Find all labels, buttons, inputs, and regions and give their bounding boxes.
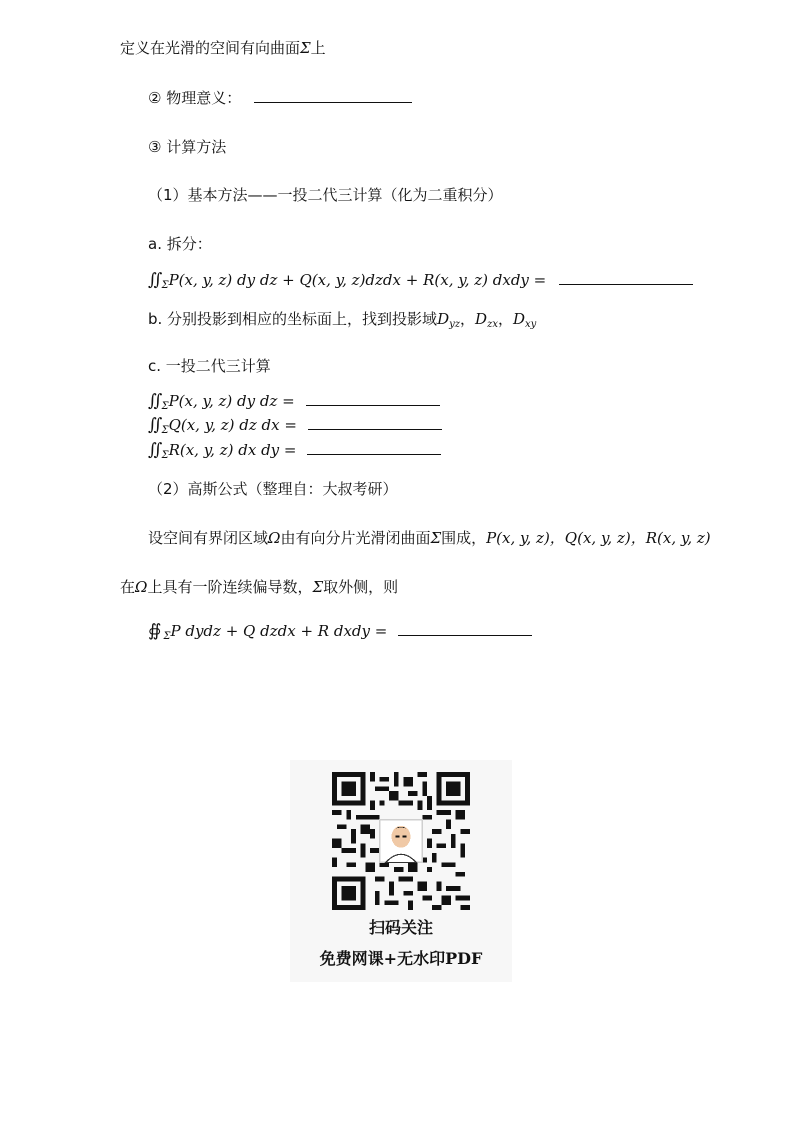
physical-meaning-label: ② 物理意义： <box>148 89 242 107</box>
step-c-formula-q: Q(x, y, z) dz dx = <box>168 416 297 434</box>
step-a-formula-text: P(x, y, z) dy dz + Q(x, y, z)dzdx + R(x, y, z) dxdy = <box>168 271 547 289</box>
sigma-symbol: Σ <box>300 39 311 57</box>
intro-tail: 上 <box>310 39 326 57</box>
closed-surface-integral-symbol: ∯ <box>148 621 162 641</box>
step-c-formula-1 <box>148 391 440 411</box>
step-a-blank <box>559 272 693 285</box>
qr-caption-follow: 扫码关注 <box>368 918 433 937</box>
calc-method-heading <box>148 137 226 157</box>
omega-symbol: Ω <box>135 578 148 596</box>
gauss-line2-text-2: 上具有一阶连续偏导数， <box>147 578 313 596</box>
double-integral-symbol: ∬ <box>148 440 156 460</box>
qr-card <box>290 760 512 982</box>
step-c-label: c. 一投二代三计算 <box>148 357 271 375</box>
omega-symbol: Ω <box>268 529 281 547</box>
gauss-text-3: 围成， <box>441 529 487 547</box>
step-c-formula-r: R(x, y, z) dx dy = <box>168 441 297 459</box>
gauss-functions: P(x, y, z)，Q(x, y, z)，R(x, y, z) <box>486 529 711 547</box>
qr-code-icon[interactable] <box>332 772 470 910</box>
gauss-formula <box>148 621 532 641</box>
integral-subscript: Σ <box>163 631 171 642</box>
sigma-symbol: Σ <box>430 529 442 547</box>
gauss-line-2 <box>120 577 398 597</box>
intro-line <box>120 38 326 58</box>
domain-d-yz-sub: yz <box>449 319 461 330</box>
integral-subscript: Σ <box>161 425 169 436</box>
intro-text: 定义在光滑的空间有向曲面 <box>120 39 301 57</box>
domain-d-xy-sub: xy <box>525 319 537 330</box>
step-c-blank-r <box>307 442 441 455</box>
step-c-formula-3 <box>148 440 441 460</box>
double-integral-symbol: ∬ <box>148 415 156 435</box>
step-a-formula <box>148 270 693 290</box>
double-integral-symbol: ∬ <box>148 270 156 290</box>
physical-meaning-line <box>148 88 412 108</box>
gauss-label: （2）高斯公式（整理自：大叔考研） <box>148 480 398 498</box>
calc-method-label: ③ 计算方法 <box>148 138 227 156</box>
step-b-line <box>148 309 536 329</box>
domain-d-zx-sub: zx <box>487 319 498 330</box>
step-a-label: a. 拆分： <box>148 235 212 253</box>
integral-subscript: Σ <box>161 280 169 291</box>
gauss-text-1: 设空间有界闭区域 <box>148 529 269 547</box>
separator: ， <box>460 310 476 328</box>
gauss-blank <box>398 623 532 636</box>
qr-caption-free-courses: 免费网课+无水印PDF <box>319 949 483 968</box>
step-c-formula-p: P(x, y, z) dy dz = <box>168 392 295 410</box>
step-c-blank-p <box>306 393 440 406</box>
basic-method-label: （1）基本方法——一投二代三计算（化为二重积分） <box>148 186 503 204</box>
separator: ， <box>497 310 513 328</box>
domain-d-yz: D <box>437 310 450 328</box>
step-a-heading <box>148 234 212 254</box>
double-integral-symbol: ∬ <box>148 391 156 411</box>
physical-meaning-blank <box>254 90 412 103</box>
step-c-blank-q <box>308 417 442 430</box>
integral-subscript: Σ <box>161 401 169 412</box>
integral-subscript: Σ <box>161 450 169 461</box>
gauss-line2-text-3: 取外侧，则 <box>323 578 399 596</box>
step-b-text: b. 分别投影到相应的坐标面上，找到投影域 <box>148 310 438 328</box>
gauss-text-2: 由有向分片光滑闭曲面 <box>280 529 431 547</box>
step-c-formula-2 <box>148 415 442 435</box>
sigma-symbol: Σ <box>312 578 324 596</box>
gauss-formula-text: P dydz + Q dzdx + R dxdy = <box>170 622 388 640</box>
gauss-heading <box>148 479 398 499</box>
domain-d-zx: D <box>475 310 488 328</box>
gauss-line2-text-1: 在 <box>120 578 136 596</box>
basic-method-heading <box>148 185 503 205</box>
domain-d-xy: D <box>513 310 526 328</box>
gauss-line-1 <box>148 528 711 548</box>
step-c-heading <box>148 356 271 376</box>
